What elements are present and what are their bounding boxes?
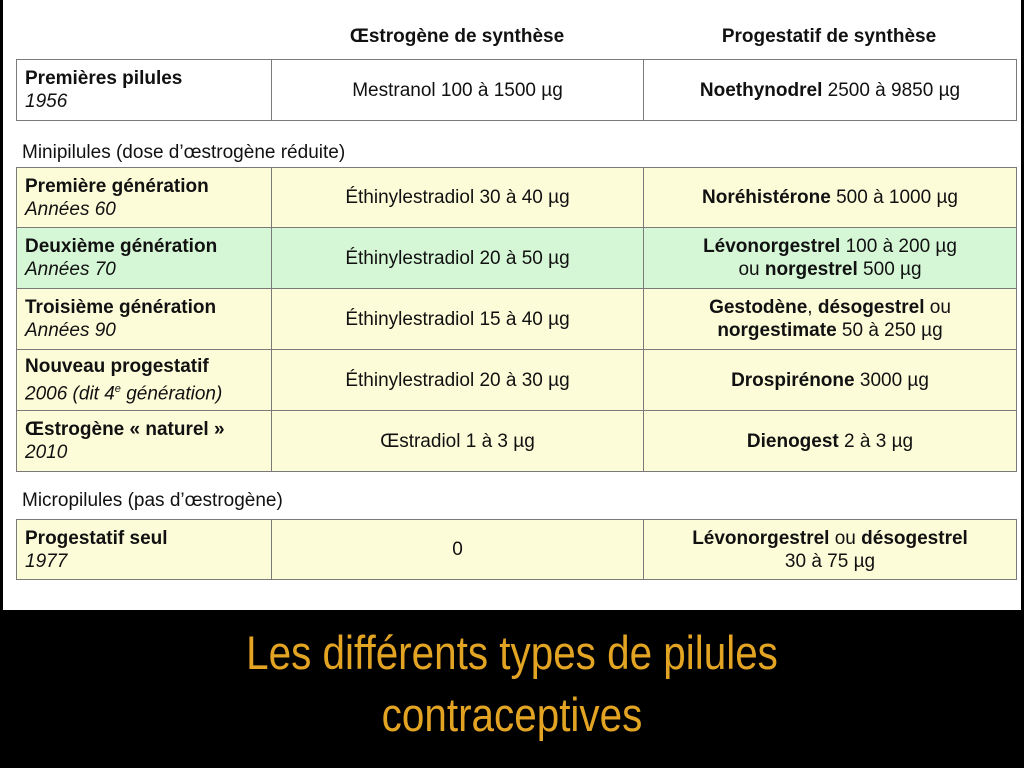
row-name: Première génération [25,175,209,197]
estrogen-cell: Éthinylestradiol 15 à 40 µg [272,289,644,349]
estrogen-cell: Œstradiol 1 à 3 µg [272,411,644,471]
progestin-name: norgestimate [717,320,837,341]
slide-title-line: contraceptives [381,688,643,741]
progestin-connector: ou [924,297,951,318]
row-period: 2006 (dit 4e génération) [25,382,223,405]
row-name: Progestatif seul [25,527,168,549]
table-row [16,350,1017,411]
row-period: Années 70 [25,259,116,280]
table-row [16,167,1017,228]
row-period: 1977 [25,550,68,572]
progestin-cell [644,411,1016,471]
progestin-dose: 2 à 3 µg [838,430,914,452]
section-label-micropills: Micropilules (pas d’œstrogène) [22,490,283,511]
progestin-cell [644,168,1016,227]
slide-content [3,0,1021,610]
progestin-separator: , [807,297,818,318]
table-row-micropills [16,519,1017,580]
row-label [17,168,272,227]
progestin-name: désogestrel [817,297,925,318]
progestin-cell [644,60,1016,120]
progestin-name: Lévonorgestrel [692,527,830,549]
row-name: Nouveau progestatif [25,355,209,377]
row-name: Deuxième génération [25,236,218,257]
row-label [17,411,272,471]
progestin-cell [644,228,1016,288]
table-row-first-pills [16,59,1017,121]
row-label [17,350,272,410]
row-period: 2010 [25,442,68,463]
row-label [17,520,272,579]
slide-title [72,622,953,746]
table-row [16,228,1017,289]
row-name: Œstrogène « naturel » [25,419,225,440]
progestin-dose: 50 à 250 µg [836,320,943,341]
row-label [17,228,272,288]
progestin-dose: 30 à 75 µg [784,550,876,572]
estrogen-cell: Éthinylestradiol 30 à 40 µg [272,168,644,227]
progestin-dose: 3000 µg [854,369,929,391]
progestin-name: Gestodène [709,297,808,318]
progestin-dose: 100 à 200 µg [840,236,957,257]
progestin-dose: 500 µg [857,259,922,280]
progestin-name: Noethynodrel [699,79,823,101]
progestin-cell [644,350,1016,410]
row-period: 1956 [25,91,68,112]
progestin-name: Dienogest [746,430,839,452]
progestin-connector: ou [829,527,862,549]
table-row [16,289,1017,350]
header-progestin: Progestatif de synthèse [721,26,937,47]
estrogen-cell: 0 [272,520,644,579]
row-name: Troisième génération [25,297,217,318]
progestin-connector: ou [738,259,765,280]
estrogen-cell: Éthinylestradiol 20 à 30 µg [272,350,644,410]
estrogen-cell: Mestranol 100 à 1500 µg [272,60,644,120]
row-label [17,289,272,349]
progestin-cell [644,289,1016,349]
progestin-name: Drospirénone [731,369,855,391]
header-estrogen: Œstrogène de synthèse [349,26,565,47]
table-row [16,411,1017,472]
section-label-minipills: Minipilules (dose d’œstrogène réduite) [22,142,346,163]
progestin-name: norgestrel [764,259,858,280]
progestin-name: Lévonorgestrel [703,236,841,257]
estrogen-cell: Éthinylestradiol 20 à 50 µg [272,228,644,288]
row-name: Premières pilules [25,68,183,89]
progestin-cell [644,520,1016,579]
row-period: Années 90 [25,320,116,341]
progestin-name: désogestrel [861,527,968,549]
slide-title-line: Les différents types de pilules [246,626,778,679]
progestin-dose: 2500 à 9850 µg [822,79,961,101]
row-period: Années 60 [25,198,116,220]
progestin-dose: 500 à 1000 µg [830,187,958,208]
row-label [17,60,272,120]
progestin-name: Noréhistérone [702,187,831,208]
